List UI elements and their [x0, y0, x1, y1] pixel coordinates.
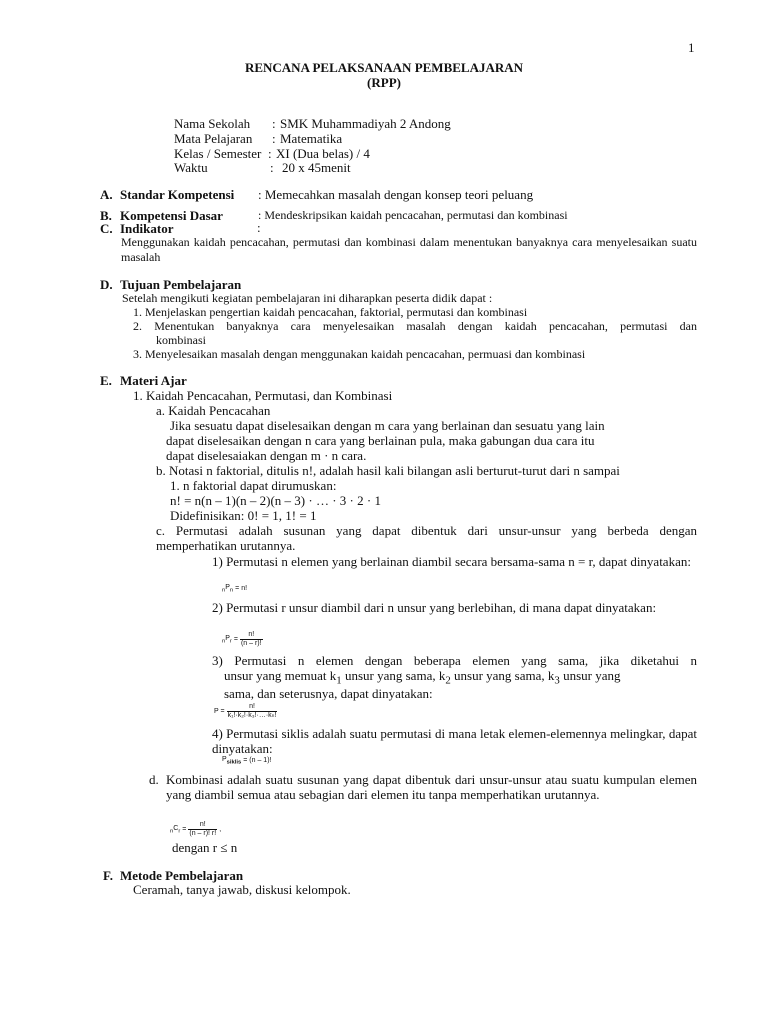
identity-value: SMK Muhammadiyah 2 Andong: [280, 116, 451, 131]
identity-label: Mata Pelajaran: [174, 131, 253, 146]
document-title: RENCANA PELAKSANAAN PEMBELAJARAN: [244, 60, 524, 75]
materi-topic: 1. Kaidah Pencacahan, Permutasi, dan Kombinasi: [133, 388, 393, 403]
subsection-a-title: a. Kaidah Pencacahan: [156, 403, 271, 418]
identity-sep: :: [272, 131, 276, 146]
identity-label: Waktu: [174, 160, 208, 175]
goal-item: 2. Menentukan banyaknya cara menyelesaikan masalah dengan kaidah pencacahan, permutasi dan: [133, 319, 697, 333]
subsection-a-line: Jika sesuatu dapat diselesaikan dengan m cara yang berlainan dan sesuatu yang lain: [170, 418, 605, 433]
section-a-value: : Memecahkan masalah dengan konsep teori peluang: [258, 187, 534, 202]
section-f-text: Ceramah, tanya jawab, diskusi kelompok.: [133, 882, 351, 897]
section-c-text: Menggunakan kaidah pencacahan, permutasi dan kombinasi dalam menentukan banyaknya cara menyelesaikan suatu masalah: [121, 235, 697, 264]
section-e-title: Materi Ajar: [120, 373, 187, 388]
section-c-colon: :: [257, 220, 261, 235]
section-a-letter: A.: [100, 187, 113, 202]
permutation-1-text: 1) Permutasi n elemen yang berlainan diambil secara bersama-sama n = r, dapat dinyatakan:: [212, 554, 691, 569]
section-d-letter: D.: [100, 277, 113, 292]
permutation-1-formula: $_nP_n$ = n!: [222, 584, 248, 594]
subsection-a-line: dapat diselesaiakan dengan m · n cara.: [166, 448, 367, 463]
permutation-3-line: unsur yang memuat $k_1$ unsur yang sama, $k_2$ unsur yang sama, $k_3$ unsur yang: [224, 668, 621, 687]
section-a-title: Standar Kompetensi: [120, 187, 235, 202]
section-f-title: Metode Pembelajaran: [120, 868, 244, 883]
subsection-d-text: Kombinasi adalah suatu susunan yang dapat dibentuk dari unsur-unsur atau suatu kumpulan elemen yang diambil semua atau sebagian dari elemen itu tanpa memperhatikan urutannya.: [166, 772, 697, 802]
identity-label: Kelas / Semester: [174, 146, 262, 161]
page-number: 1: [688, 40, 695, 55]
permutation-3-formula: P = $\frac{n!}{\text{k₁!·k₂!·k₃!·…·kₙ!}}$: [214, 703, 277, 719]
permutation-4-text: 4) Permutasi siklis adalah suatu permutasi di mana letak elemen-elemennya melingkar, dapat dinyatakan:: [212, 726, 697, 756]
section-d-intro: Setelah mengikuti kegiatan pembelajaran ini diharapkan peserta didik dapat :: [122, 291, 493, 305]
permutation-2-text: 2) Permutasi r unsur diambil dari n unsur yang berlebihan, di mana dapat dinyatakan:: [212, 600, 657, 615]
identity-sep: :: [268, 146, 272, 161]
identity-sep: :: [272, 116, 276, 131]
factorial-definition: Didefinisikan: 0! = 1, 1! = 1: [170, 508, 317, 523]
combination-condition: dengan r ≤ n: [172, 840, 238, 855]
permutation-3-line: sama, dan seterusnya, dapat dinyatakan:: [224, 686, 433, 701]
section-d-title: Tujuan Pembelajaran: [120, 277, 242, 292]
goal-item: 3. Menyelesaikan masalah dengan menggunakan kaidah pencacahan, permuasi dan kombinasi: [133, 347, 586, 361]
identity-value: 20 x 45menit: [282, 160, 351, 175]
factorial-formula: n! = n(n – 1)(n – 2)(n – 3) · … · 3 · 2 · 1: [170, 493, 381, 508]
identity-sep: :: [270, 160, 274, 175]
combination-formula: $_nC_r$ = $\frac{n!}{(n - r)! r!}$ ,: [170, 821, 222, 837]
subsection-d-letter: d.: [149, 772, 159, 787]
permutation-2-formula: $_nP_r$ = $\frac{n!}{(n - r)!}$: [222, 631, 262, 647]
subsection-a-line: dapat diselesaikan dengan n cara yang berlainan pula, maka gabungan dua cara itu: [166, 433, 595, 448]
document-subtitle: (RPP): [367, 75, 401, 90]
subsection-c-text: c. Permutasi adalah susunan yang dapat dibentuk dari unsur-unsur yang berbeda dengan memperhatikan urutannya.: [156, 523, 697, 553]
section-b-title: Kompetensi Dasar: [120, 208, 223, 223]
section-f-letter: F.: [103, 868, 113, 883]
goal-item: 1. Menjelaskan pengertian kaidah pencacahan, faktorial, permutasi dan kombinasi: [133, 305, 528, 319]
identity-label: Nama Sekolah: [174, 116, 251, 131]
section-b-letter: B.: [100, 208, 112, 223]
goal-item-continuation: kombinasi: [156, 333, 206, 347]
section-c-title: Indikator: [120, 221, 174, 236]
section-e-letter: E.: [100, 373, 112, 388]
identity-value: XI (Dua belas) / 4: [276, 146, 370, 161]
subsection-b-line: 1. n faktorial dapat dirumuskan:: [170, 478, 337, 493]
permutation-4-formula: $P_{siklis}$ = (n – 1)!: [222, 756, 272, 766]
permutation-3-line: 3) Permutasi n elemen dengan beberapa elemen yang sama, jika diketahui n: [212, 653, 697, 668]
section-c-letter: C.: [100, 221, 113, 236]
identity-value: Matematika: [280, 131, 343, 146]
subsection-b-line: b. Notasi n faktorial, ditulis n!, adalah hasil kali bilangan asli berturut-turut dari n sampai: [156, 463, 620, 478]
section-b-value: : Mendeskripsikan kaidah pencacahan, permutasi dan kombinasi: [258, 208, 568, 222]
